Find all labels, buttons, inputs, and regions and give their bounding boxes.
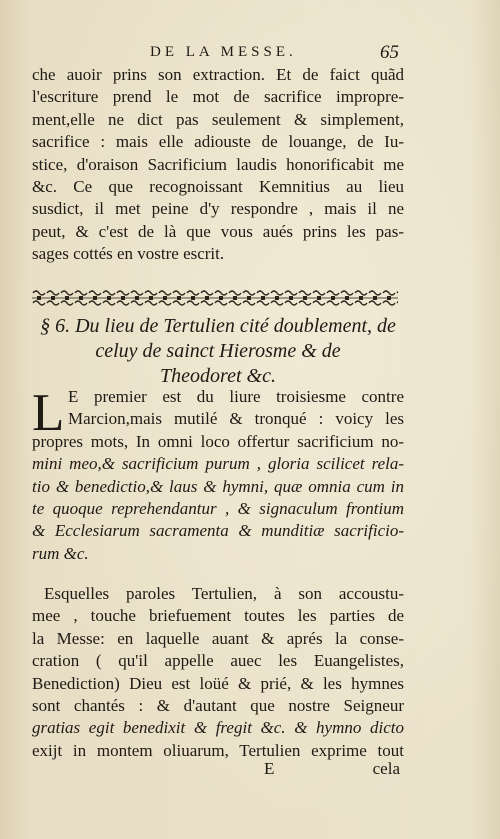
text-line: gratias egit benedixit & fregit &c. & hymno dicto (32, 718, 404, 738)
text-line: che auoir prins son extraction. Et de faict quãd (32, 65, 404, 84)
text-line: propres mots, In omni loco offertur sacrificium no- (32, 431, 404, 451)
text-line: sont chantés : & d'autant que nostre Seigneur (32, 696, 404, 716)
text-line: mini meo,& sacrificium purum , gloria scilicet rela- (32, 454, 404, 474)
page-number: 65 (380, 42, 399, 63)
drop-capital: L (32, 384, 65, 442)
second-paragraph (32, 386, 404, 565)
third-paragraph (32, 583, 404, 762)
text-line: l'escriture prend le mot de sacrifice impropre- (32, 87, 404, 107)
text-line: mee , touche briefuement toutes les parties de (32, 606, 404, 626)
text-line: E premier est du liure troisiesme contre (68, 387, 404, 406)
section-heading (32, 314, 404, 389)
text-line: la Messe: en laquelle auant & aprés la conse- (32, 628, 404, 648)
text-line: peut, & c'est de là que vous aués prins les pas- (32, 221, 404, 241)
text-line: sages cottés en vostre escrit. (32, 244, 225, 264)
section-heading-line: Theodoret &c. (160, 365, 276, 387)
page-header (0, 44, 500, 66)
text-line: & Ecclesiarum sacramenta & munditiæ sacrificio- (32, 521, 404, 541)
text-line: te quoque reprehendantur , & signaculum frontium (32, 499, 404, 519)
text-line: rum &c. (32, 543, 89, 563)
text-line: sacrifice : mais elle adiouste de louange, de Iu- (32, 132, 404, 152)
text-line: cration ( qu'il appelle auec les Euangelistes, (32, 651, 404, 671)
ornamental-border (32, 289, 398, 307)
top-paragraph (32, 64, 404, 266)
running-head: DE LA MESSE. (150, 44, 297, 60)
page-footer (32, 759, 404, 781)
catchword: cela (372, 759, 400, 778)
text-line: stice, d'oraison Sacrificium laudis honorificabit me (32, 154, 404, 174)
section-heading-line: celuy de sainct Hierosme & de (95, 340, 341, 362)
text-line: Marcion,mais mutilé & tronqué : voicy les (68, 409, 404, 429)
signature-mark: E (264, 759, 275, 778)
text-line: tio & benedictio,& laus & hymni, quæ omnia cum in (32, 476, 404, 496)
text-line: Benediction) Dieu est loüé & prié, & les hymnes (32, 673, 404, 693)
text-line: exijt in montem oliuarum, Tertulien exprime tout (32, 740, 404, 760)
text-line: ment,elle ne dict pas seulement & simplement, (32, 109, 404, 129)
text-line: susdict, il met peine d'y respondre , mais il ne (32, 199, 404, 219)
section-heading-line: § 6. Du lieu de Tertulien cité doublement, de (40, 315, 396, 337)
text-line: Esquelles paroles Tertulien, à son accoustu- (44, 584, 404, 603)
text-line: &c. Ce que recognoissant Kemnitius au lieu (32, 177, 404, 197)
